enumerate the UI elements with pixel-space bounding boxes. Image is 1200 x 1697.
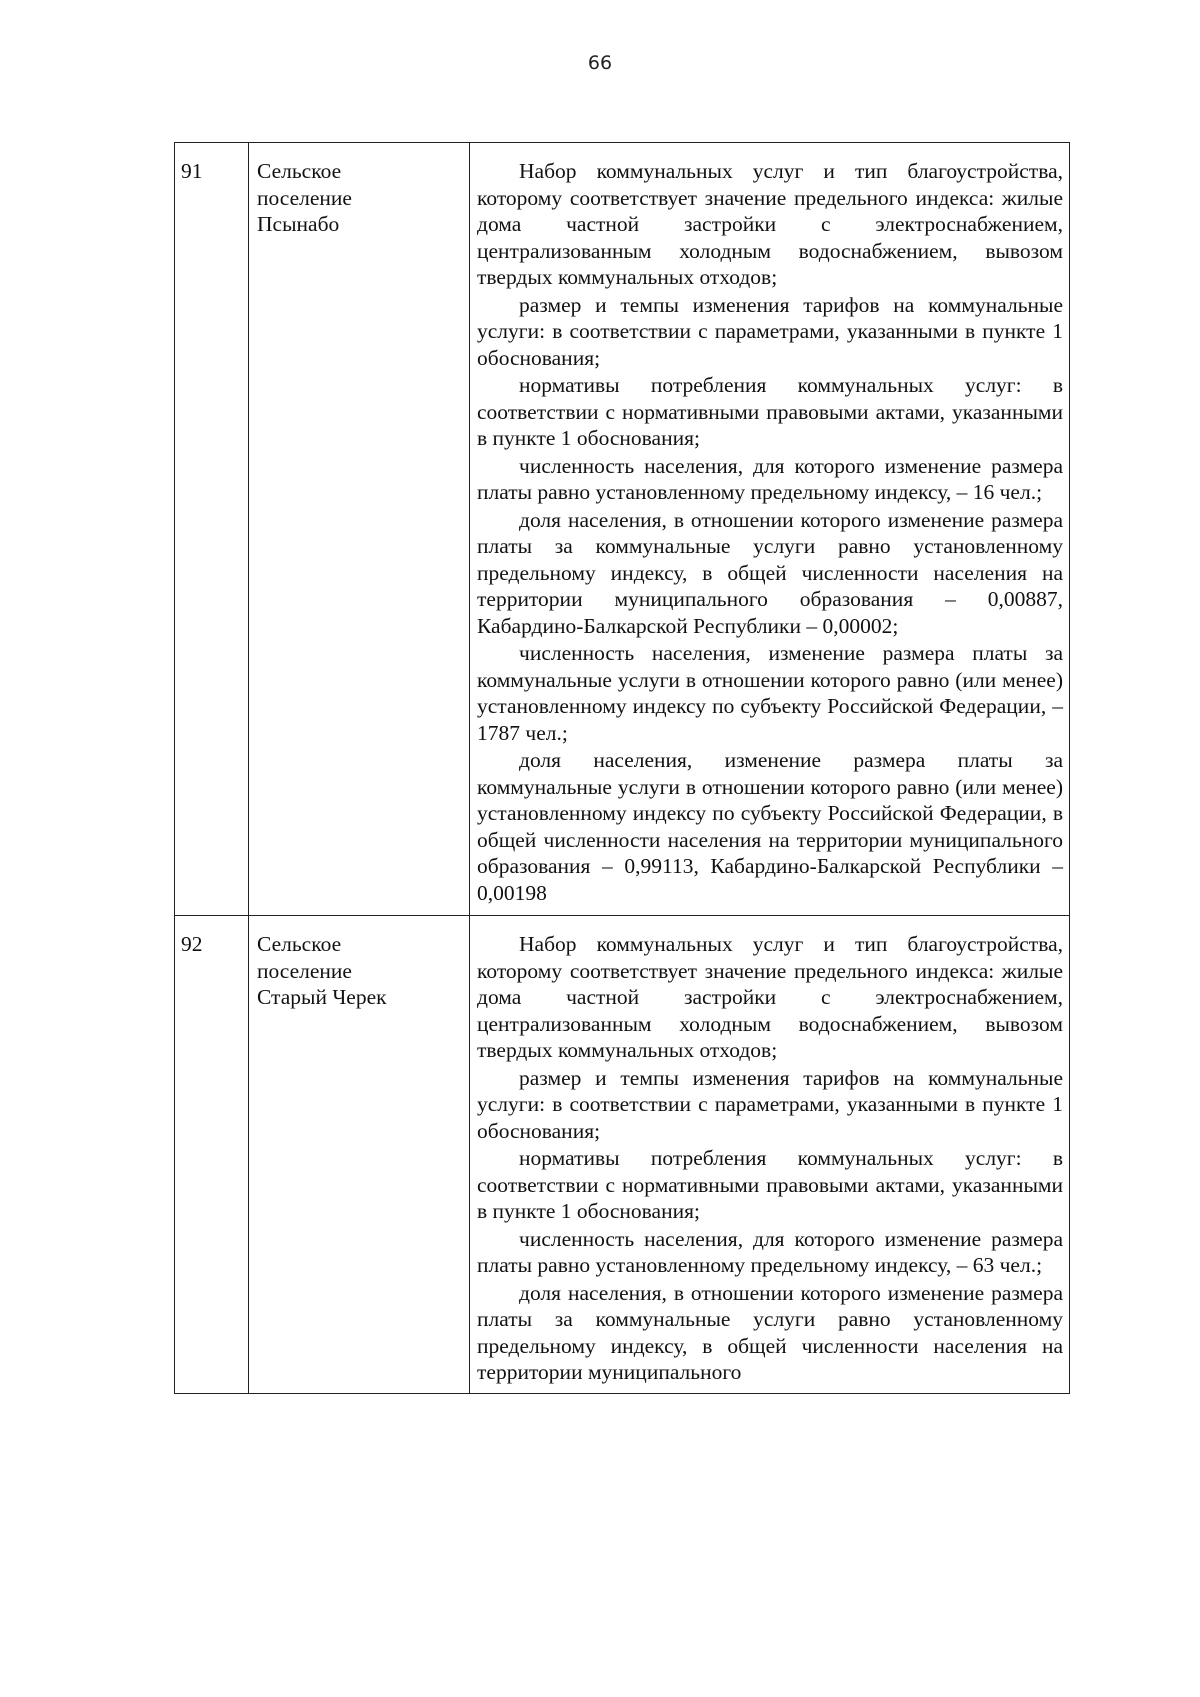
settlements-table	[174, 142, 1070, 1394]
description-paragraph: численность населения, для которого изменение размера платы равно установленному предельному индексу, – 63 чел.;	[477, 1226, 1063, 1277]
row-number: 91	[175, 143, 249, 916]
page-number: 66	[587, 52, 613, 74]
table-row	[175, 143, 1070, 916]
description-paragraph: Набор коммунальных услуг и тип благоустройства, которому соответствует значение предельного индекса: жилые дома частной застройки с электроснабжением, централизованным холодным водоснабжением, вывозом твердых коммунальных отходов;	[477, 159, 1063, 289]
settlement-name	[249, 916, 470, 1394]
settlement-name-line: Сельское	[257, 159, 342, 183]
settlement-name-line: поселение	[257, 185, 352, 210]
description-paragraph: нормативы потребления коммунальных услуг: в соответствии с нормативными правовыми актами, указанными в пункте 1 обоснования;	[477, 373, 1063, 450]
settlement-name-line: поселение	[257, 958, 352, 983]
description-paragraph: доля населения, в отношении которого изменение размера платы за коммунальные услуги равно установленному предельному индексу, в общей численности населения на территории муниципального	[477, 1280, 1063, 1384]
settlement-name-line: Псынабо	[257, 212, 340, 236]
description-paragraph: нормативы потребления коммунальных услуг: в соответствии с нормативными правовыми актами, указанными в пункте 1 обоснования;	[477, 1146, 1063, 1223]
description-paragraph: численность населения, для которого изменение размера платы равно установленному предельному индексу, – 16 чел.;	[477, 453, 1063, 504]
settlement-name-line: Сельское	[257, 932, 342, 956]
settlement-name	[249, 143, 470, 916]
settlement-name-line: Старый Черек	[257, 985, 387, 1009]
row-number: 92	[175, 916, 249, 1394]
description-paragraph: доля населения, изменение размера платы за коммунальные услуги в отношении которого равно (или менее) установленному индексу по субъекту Российской Федерации, в общей численности населения на территории муниципального образования – 0,99113, Кабардино-Балкарской Республики – 0,00198	[477, 748, 1063, 905]
description-paragraph: Набор коммунальных услуг и тип благоустройства, которому соответствует значение предельного индекса: жилые дома частной застройки с электроснабжением, централизованным холодным водоснабжением, вывозом твердых коммунальных отходов;	[477, 932, 1063, 1062]
description-paragraph: размер и темпы изменения тарифов на коммунальные услуги: в соответствии с параметрами, указанными в пункте 1 обоснования;	[477, 292, 1063, 370]
description-paragraph: численность населения, изменение размера платы за коммунальные услуги в отношении которого равно (или менее) установленному индексу по субъекту Российской Федерации, – 1787 чел.;	[477, 641, 1063, 745]
description-paragraph: доля населения, в отношении которого изменение размера платы за коммунальные услуги равно установленному предельному индексу, в общей численности населения на территории муниципального образования – 0,00887, Кабардино-Балкарской Республики – 0,00002;	[477, 507, 1063, 638]
settlement-description	[470, 143, 1070, 916]
table-row	[175, 916, 1070, 1394]
settlement-description	[470, 916, 1070, 1394]
description-paragraph: размер и темпы изменения тарифов на коммунальные услуги: в соответствии с параметрами, указанными в пункте 1 обоснования;	[477, 1065, 1063, 1143]
